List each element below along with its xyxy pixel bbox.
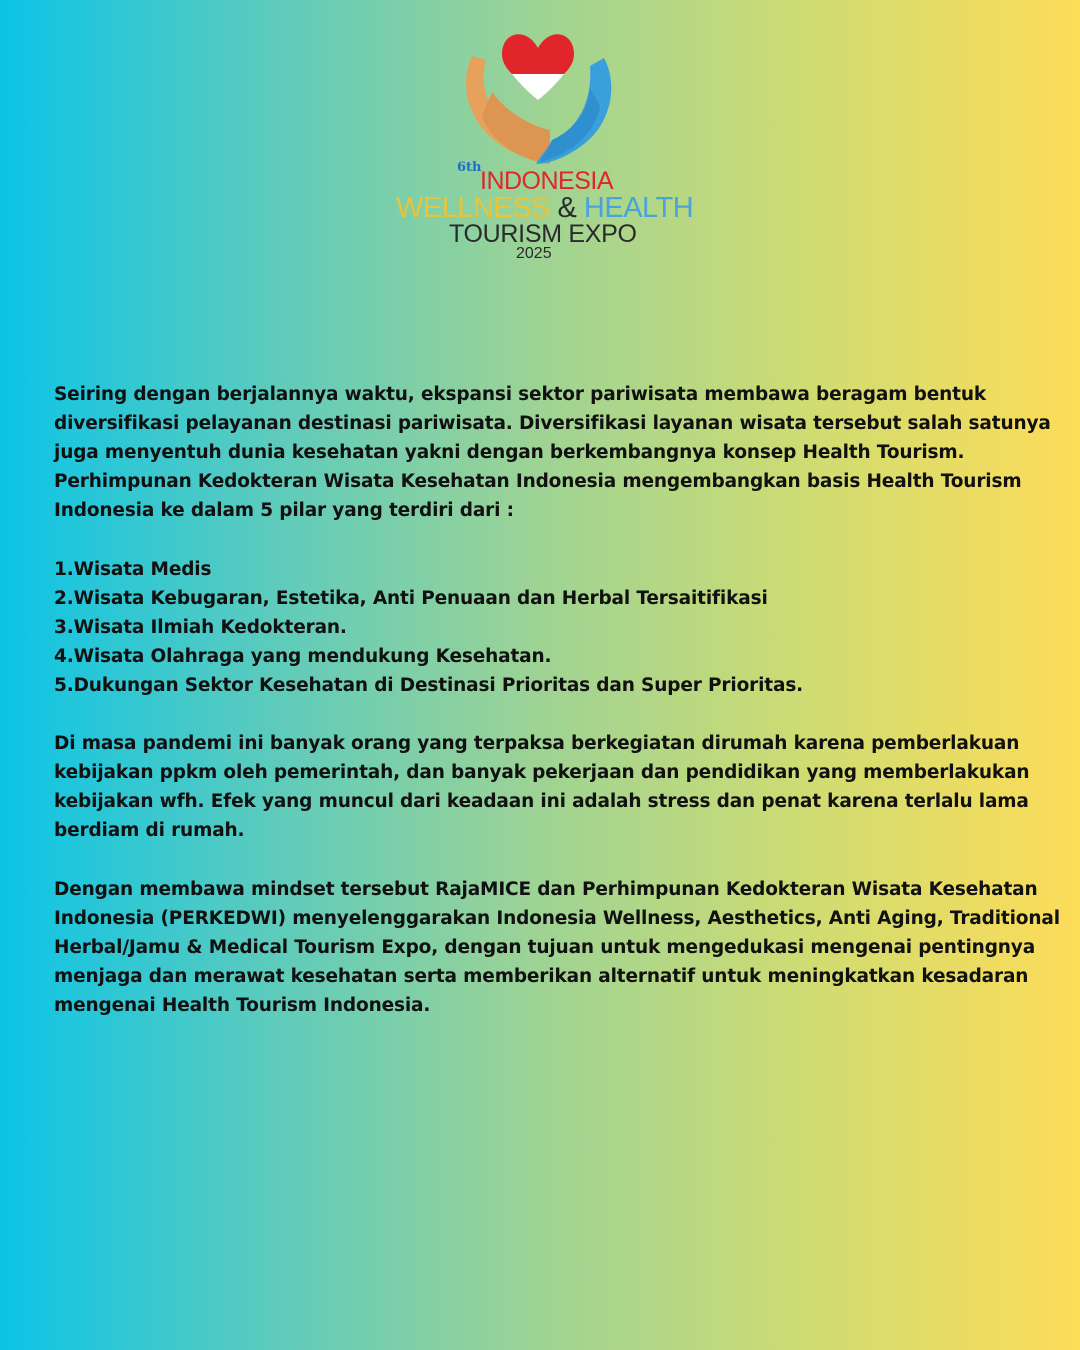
pillar-item: 3.Wisata Ilmiah Kedokteran.	[54, 616, 347, 638]
logo-wellness: WELLNESS	[396, 192, 550, 224]
pillar-item: 5.Dukungan Sektor Kesehatan di Destinasi Prioritas dan Super Prioritas.	[54, 674, 804, 696]
logo-health: HEALTH	[583, 192, 694, 224]
pillar-item: 4.Wisata Olahraga yang mendukung Kesehatan.	[54, 645, 552, 667]
spacer	[54, 525, 1064, 554]
pillar-item: 2.Wisata Kebugaran, Estetika, Anti Penuaan dan Herbal Tersaitifikasi	[54, 587, 768, 609]
logo-wordmark	[390, 22, 700, 267]
pandemic-paragraph: Di masa pandemi ini banyak orang yang terpaksa berkegiatan dirumah karena pemberlakuan kebijakan ppkm oleh pemerintah, dan banyak pekerjaan dan pendidikan yang memberlakukan kebijakan wfh. Efek yang muncul dari keadaan ini adalah stress dan penat karena terlalu lama berdiam di rumah.	[54, 733, 1030, 842]
logo-ampersand: &	[557, 192, 577, 224]
pillar-item: 1.Wisata Medis	[54, 558, 212, 580]
article-body	[54, 380, 1064, 1020]
expo-logo	[390, 22, 700, 267]
logo-indonesia: INDONESIA	[480, 167, 614, 195]
logo-tourism-expo: TOURISM EXPO	[449, 220, 637, 248]
intro-paragraph: Seiring dengan berjalannya waktu, ekspansi sektor pariwisata membawa beragam bentuk diversifikasi pelayanan destinasi pariwisata. Diversifikasi layanan wisata tersebut salah satunya juga menyentuh dunia kesehatan yakni dengan berkembangnya konsep Health Tourism. Perhimpunan Kedokteran Wisata Kesehatan Indonesia mengembangkan basis Health Tourism Indonesia ke dalam 5 pilar yang terdiri dari :	[54, 384, 1051, 522]
logo-edition: 6th	[457, 160, 482, 175]
spacer	[54, 700, 1064, 729]
spacer	[54, 846, 1064, 875]
logo-year: 2025	[516, 245, 552, 262]
expo-paragraph: Dengan membawa mindset tersebut RajaMICE dan Perhimpunan Kedokteran Wisata Kesehatan Indonesia (PERKEDWI) menyelenggarakan Indonesia Wellness, Aesthetics, Anti Aging, Traditional Herbal/Jamu & Medical Tourism Expo, dengan tujuan untuk mengedukasi mengenai pentingnya menjaga dan merawat kesehatan serta memberikan alternatif untuk meningkatkan kesadaran mengenai Health Tourism Indonesia.	[54, 878, 1060, 1016]
